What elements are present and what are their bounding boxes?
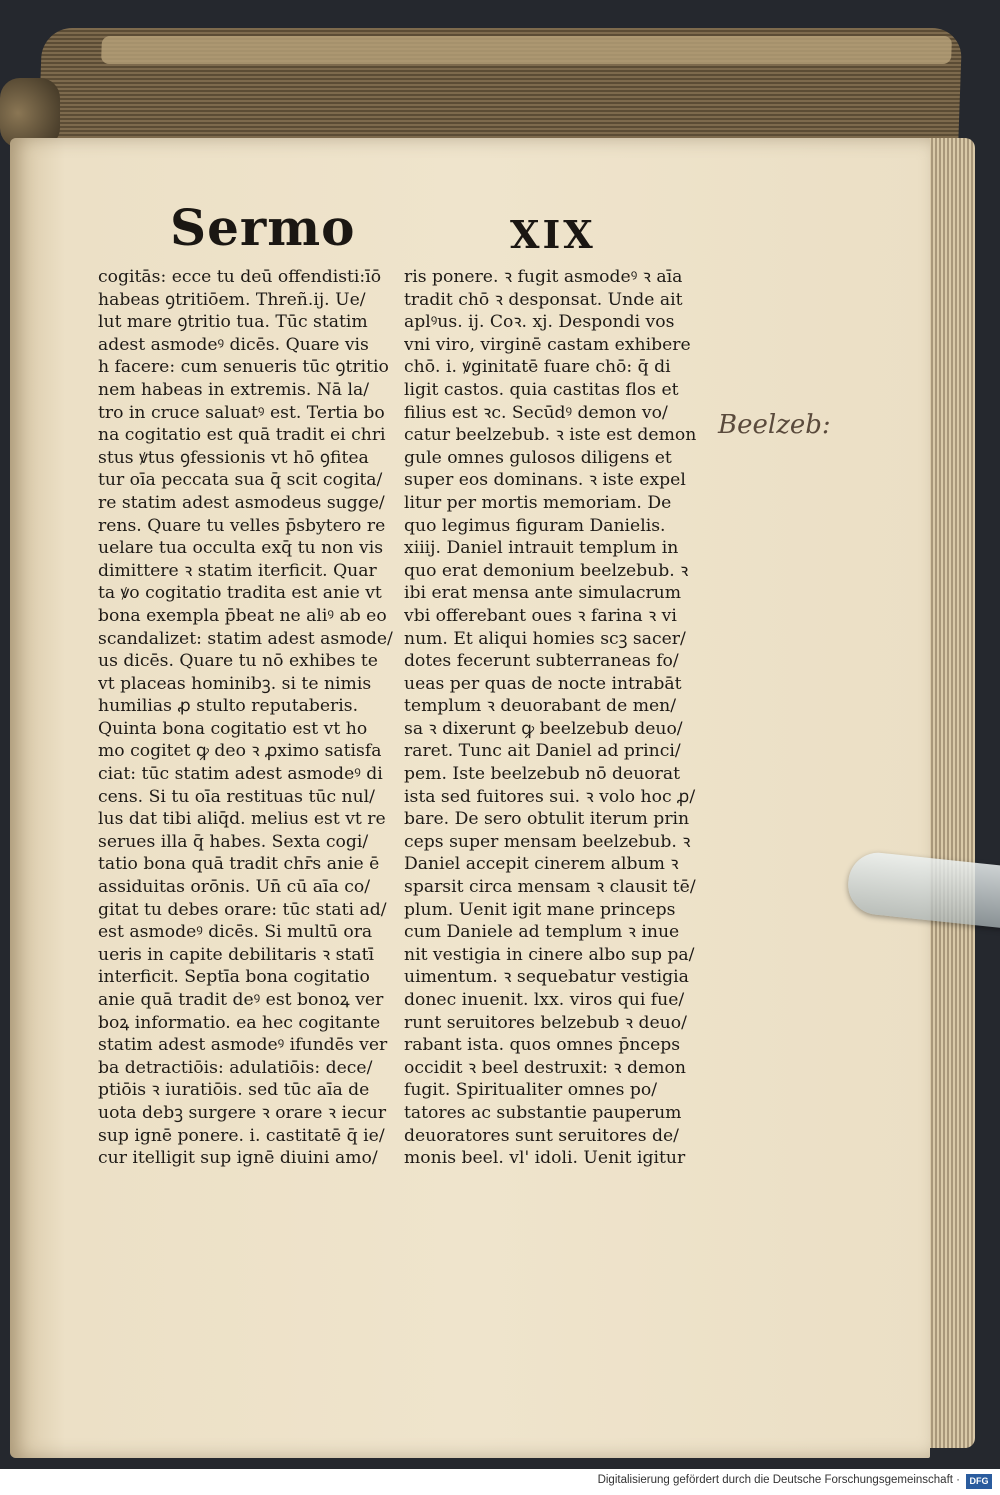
text-line: super eos dominans. ꝛ iste expel — [404, 470, 686, 491]
running-head — [170, 198, 640, 268]
text-line: stus ꝟtus ꝯfessionis vt hō ꝯfitea — [98, 447, 369, 468]
text-line: catur beelzebub. ꝛ iste est demon — [404, 425, 697, 446]
text-line: interficit. Septīa bona cogitatio — [98, 967, 370, 988]
text-line: ciat: tūc statim adest asmodeꝰ di — [98, 764, 383, 785]
text-line: adest asmodeꝰ dicēs. Quare vis — [98, 334, 369, 355]
text-line: occidit ꝛ beel destruxit: ꝛ demon — [404, 1057, 686, 1078]
text-line: ba detractiōis: adulatiōis: dece/ — [98, 1057, 373, 1078]
text-line: vt placeas hominibꝫ. si te nimis — [98, 673, 372, 694]
text-line: sparsit circa mensam ꝛ clausit tē/ — [404, 877, 696, 898]
text-line: us dicēs. Quare tu nō exhibes te — [98, 651, 378, 672]
text-line: sa ꝛ dixerunt ꝙ beelzebub deuo/ — [404, 718, 683, 739]
text-line: nit vestigia in cinere albo sup pa/ — [404, 944, 695, 965]
text-line: donec inuenit. lxx. viros qui fue/ — [404, 990, 685, 1010]
text-line: runt seruitores belzebub ꝛ deuo/ — [404, 1012, 687, 1033]
text-line: ligit castos. quia castitas flos et — [404, 379, 679, 400]
text-line: rabant ista. quos omnes p̄nceps — [404, 1035, 681, 1056]
text-line: ueris in capite debilitaris ꝛ statī — [98, 944, 374, 965]
text-line: gule omnes gulosos diligens et — [404, 447, 672, 468]
text-line: tatio bona quā tradit chr̄s anie ē — [98, 854, 380, 875]
text-line: quo legimus figuram Danielis. — [404, 515, 666, 536]
text-line: tradit chō ꝛ desponsat. Unde ait — [404, 289, 683, 310]
text-line: cens. Si tu oīa restituas tūc nul/ — [98, 786, 375, 807]
text-line: sup ignē ponere. i. castitatē q̄ ie/ — [98, 1125, 385, 1146]
text-line: habeas ꝯtritiōem. Threñ.ij. Ue/ — [98, 289, 366, 310]
text-line: nem habeas in extremis. Nā la/ — [98, 379, 370, 400]
text-line: vni viro, virginē castam exhibere — [404, 334, 691, 355]
text-line: uimentum. ꝛ sequebatur vestigia — [404, 967, 689, 988]
text-line: mo cogitet ꝙ deo ꝛ ꝓximo satisfa — [98, 741, 382, 762]
book — [0, 18, 1000, 1470]
text-line: bare. De sero obtulit iterum prin — [404, 809, 690, 830]
text-line: raret. Tunc ait Daniel ad princi/ — [404, 741, 681, 762]
text-line: dotes fecerunt subterraneas fo/ — [404, 651, 679, 672]
footer-credit: Digitalisierung gefördert durch die Deutsche Forschungsgemeinschaft · — [597, 1474, 960, 1486]
text-line: h facere: cum senueris tūc ꝯtritio — [98, 357, 389, 378]
text-line: uelare tua occulta exq̄ tu non vis — [98, 538, 384, 559]
text-line: tatores ac substantie pauperum — [404, 1102, 682, 1123]
text-line: statim adest asmodeꝰ ifundēs ver — [98, 1035, 388, 1056]
text-line: na cogitatio est quā tradit ei chri — [98, 425, 386, 446]
text-line: cum Daniele ad templum ꝛ inue — [404, 922, 680, 943]
text-line: cur itelligit sup ignē diuini amo/ — [98, 1148, 378, 1169]
text-line: assiduitas orōnis. Un̄ cū aīa co/ — [98, 877, 371, 898]
text-line: quo erat demonium beelzebub. ꝛ — [404, 560, 689, 581]
text-line: ptiōis ꝛ iuratiōis. sed tūc aīa de — [98, 1080, 370, 1101]
text-line: aplꝰus. ij. Coꝛ. xj. Despondi vos — [404, 312, 675, 333]
text-line: dimittere ꝛ statim iterficit. Quar — [98, 560, 377, 581]
text-line: ceps super mensam beelzebub. ꝛ — [404, 831, 691, 852]
text-line: plum. Uenit igit mane princeps — [404, 899, 676, 920]
text-line: est asmodeꝰ dicēs. Si multū ora — [98, 922, 373, 943]
text-line: Quinta bona cogitatio est vt ho — [98, 718, 368, 739]
text-line: anie quā tradit deꝰ est bonoꝝ ver — [98, 990, 384, 1010]
text-line: ueas per quas de nocte intrabāt — [404, 673, 682, 694]
text-line: vbi offerebant oues ꝛ farina ꝛ vi — [404, 605, 677, 626]
text-line: lus dat tibi aliq̄d. melius est vt re — [98, 809, 386, 830]
text-line: litur per mortis memoriam. De — [404, 492, 672, 513]
text-line: Daniel accepit cinerem album ꝛ — [404, 854, 679, 875]
sermon-number: XIX — [510, 212, 596, 257]
text-line: boꝝ informatio. ea hec cogitante — [98, 1012, 381, 1033]
text-line: deuoratores sunt seruitores de/ — [404, 1125, 679, 1146]
text-line: templum ꝛ deuorabant de men/ — [404, 696, 677, 717]
text-line: cogitās: ecce tu deū offendisti:īō — [98, 267, 382, 287]
dfg-logo: DFG — [966, 1474, 992, 1489]
marginal-note: Beelzeb: — [718, 410, 831, 440]
text-line: bona exempla p̄beat ne aliꝰ ab eo — [98, 605, 387, 626]
text-line: pem. Iste beelzebub nō deuorat — [404, 764, 680, 785]
text-line: fugit. Spiritualiter omnes po/ — [404, 1080, 658, 1101]
text-line: tur oīa peccata sua q̄ scit cogita/ — [98, 470, 383, 491]
text-column-left — [98, 266, 398, 1170]
text-line: rens. Quare tu velles p̄sbytero re — [98, 515, 386, 536]
running-head-word: Sermo — [170, 198, 356, 257]
text-line: serues illa q̄ habes. Sexta cogi/ — [98, 831, 369, 852]
text-line: re statim adest asmodeus sugge/ — [98, 492, 385, 513]
text-line: gitat tu debes orare: tūc stati ad/ — [98, 899, 387, 920]
text-line: scandalizet: statim adest asmode/ — [98, 628, 393, 649]
text-column-right — [404, 266, 704, 1170]
digitization-footer — [0, 1469, 1000, 1495]
text-line: chō. i. ꝟginitatē fuare chō: q̄ di — [404, 357, 671, 378]
text-line: lut mare ꝯtritio tua. Tūc statim — [98, 312, 368, 333]
text-line: num. Et aliqui homies scꝫ sacer/ — [404, 628, 686, 649]
text-line: ista sed fuitores sui. ꝛ volo hoc ꝓ/ — [404, 786, 696, 807]
text-line: tro in cruce saluatꝰ est. Tertia bo — [98, 402, 385, 423]
text-line: ta ꝟo cogitatio tradita est anie vt — [98, 583, 382, 604]
text-line: filius est ꝛc. Secūdꝰ demon vo/ — [404, 402, 668, 423]
text-line: ris ponere. ꝛ fugit asmodeꝰ ꝛ aīa — [404, 267, 683, 287]
text-line: xiiij. Daniel intrauit templum in — [404, 538, 679, 559]
text-line: uota debꝫ surgere ꝛ orare ꝛ iecur — [98, 1102, 387, 1123]
text-line: ibi erat mensa ante simulacrum — [404, 583, 682, 604]
text-line: humilias ꝓ stulto reputaberis. — [98, 696, 359, 717]
book-page — [10, 138, 930, 1458]
text-line: monis beel. vl' idoli. Uenit igitur — [404, 1148, 686, 1169]
